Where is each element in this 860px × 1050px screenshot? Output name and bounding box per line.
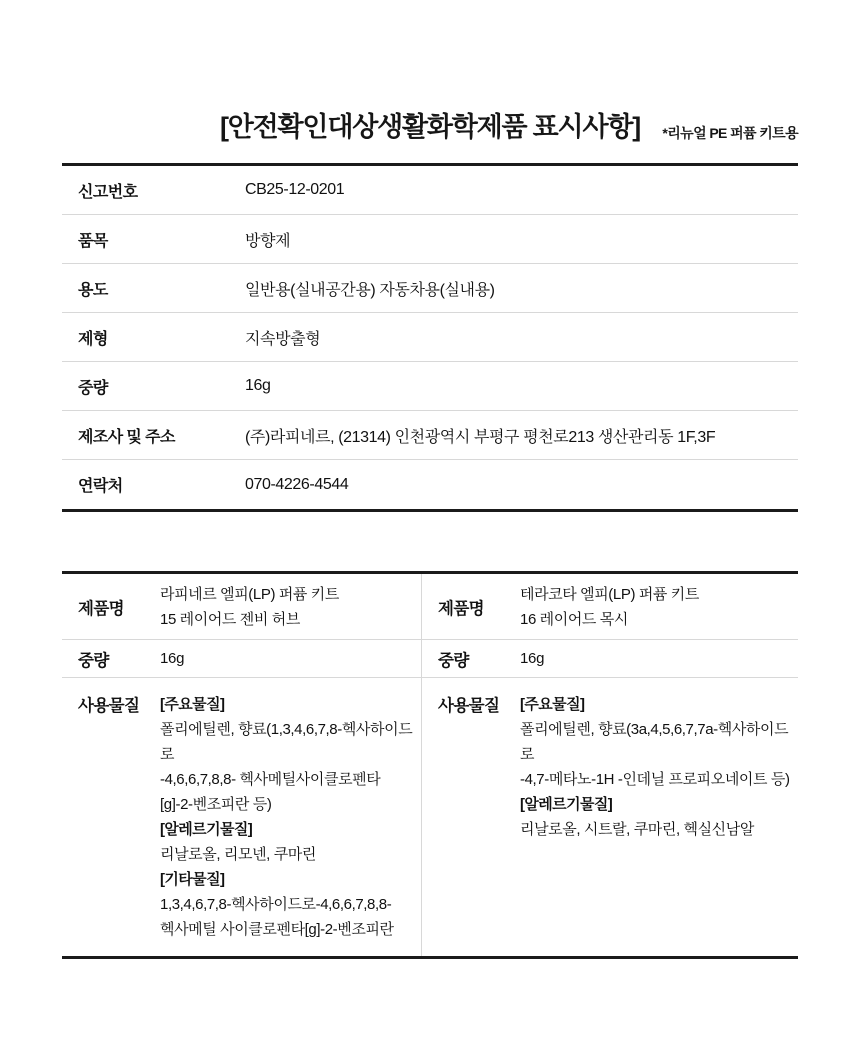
materials-line: 폴리에틸렌, 향료(3a,4,5,6,7,7a-헥사하이드로 [520,721,789,763]
materials-line: 1,3,4,6,7,8-헥사하이드로-4,6,6,7,8,8- [160,896,392,913]
materials-line: -4,7-메타노-1H -인데닐 프로피오네이트 등) [520,771,790,788]
product-name-line: 라피네르 엘피(LP) 퍼퓸 키트 [160,585,339,603]
product-weight-row [62,640,421,678]
row-label: 연락처 [78,478,123,495]
materials-section-heading: [알레르기물질] [520,796,613,813]
product-name-line: 15 레이어드 젠비 허브 [160,610,300,628]
table-row [62,264,798,313]
product-name-line: 테라코타 엘피(LP) 퍼퓸 키트 [520,585,699,603]
row-label: 신고번호 [78,183,138,201]
materials-section-heading: [기타물질] [160,871,225,888]
page-title: [안전확인대상생활화학제품 표시사항] [220,112,640,142]
materials-line: 헥사메틸 사이클로펜타[g]-2-벤조피란 [160,921,394,938]
table-row [62,411,798,460]
product-name-row [422,574,798,640]
product-name-label: 제품명 [438,599,485,618]
product-weight-label: 중량 [438,651,469,670]
row-label: 제형 [78,330,108,348]
header-note: *리뉴얼 PE 퍼퓸 키트용 [662,125,798,141]
table-row [62,362,798,411]
row-value: 070-4226-4544 [245,475,349,493]
row-label: 제조사 및 주소 [78,428,175,446]
product-weight-value: 16g [520,650,545,667]
row-label: 중량 [78,379,108,397]
materials-section-heading: [알레르기물질] [160,821,253,838]
product-materials-row [62,678,421,956]
row-value: CB25-12-0201 [245,181,345,198]
materials-line: [g]-2-벤조피란 등) [160,796,272,813]
materials-section-heading: [주요물질] [160,696,225,713]
materials-line: -4,6,6,7,8,8- 헥사메틸사이클로펜타 [160,771,381,788]
product-materials-label: 사용물질 [438,697,500,715]
row-value: 방향제 [245,232,291,250]
safety-info-table [62,163,798,512]
materials-body [160,692,421,942]
row-value: 일반용(실내공간용) 자동차용(실내용) [245,281,495,299]
row-value: 지속방출형 [245,330,321,348]
product-name-line: 16 레이어드 목시 [520,610,628,628]
row-value: 16g [245,377,271,394]
row-value: (주)라피네르, (21314) 인천광역시 부평구 평천로213 생산관리동 1F,3F [245,428,716,446]
materials-line: 폴리에틸렌, 향료(1,3,4,6,7,8-헥사하이드로 [160,721,413,763]
product-weight-value: 16g [160,650,185,667]
row-label: 용도 [78,281,108,299]
product-weight-label: 중량 [78,651,109,670]
product-name-label: 제품명 [78,599,125,618]
product-materials-row [422,678,798,956]
table-row [62,166,798,215]
materials-body [520,692,798,842]
products-table [62,571,798,959]
table-row [62,313,798,362]
product-materials-label: 사용물질 [78,697,140,715]
product-card-left [62,574,421,956]
table-row [62,215,798,264]
materials-section-heading: [주요물질] [520,696,585,713]
materials-line: 리날로올, 시트랄, 쿠마린, 헥실신남알 [520,821,754,838]
product-name [160,582,339,632]
table-row [62,460,798,509]
product-name-row [62,574,421,640]
product-name [520,582,699,632]
product-card-right [421,574,798,956]
materials-line: 리날로올, 리모넨, 쿠마린 [160,846,316,863]
product-weight-row [422,640,798,678]
row-label: 품목 [78,232,108,250]
header [62,110,798,146]
